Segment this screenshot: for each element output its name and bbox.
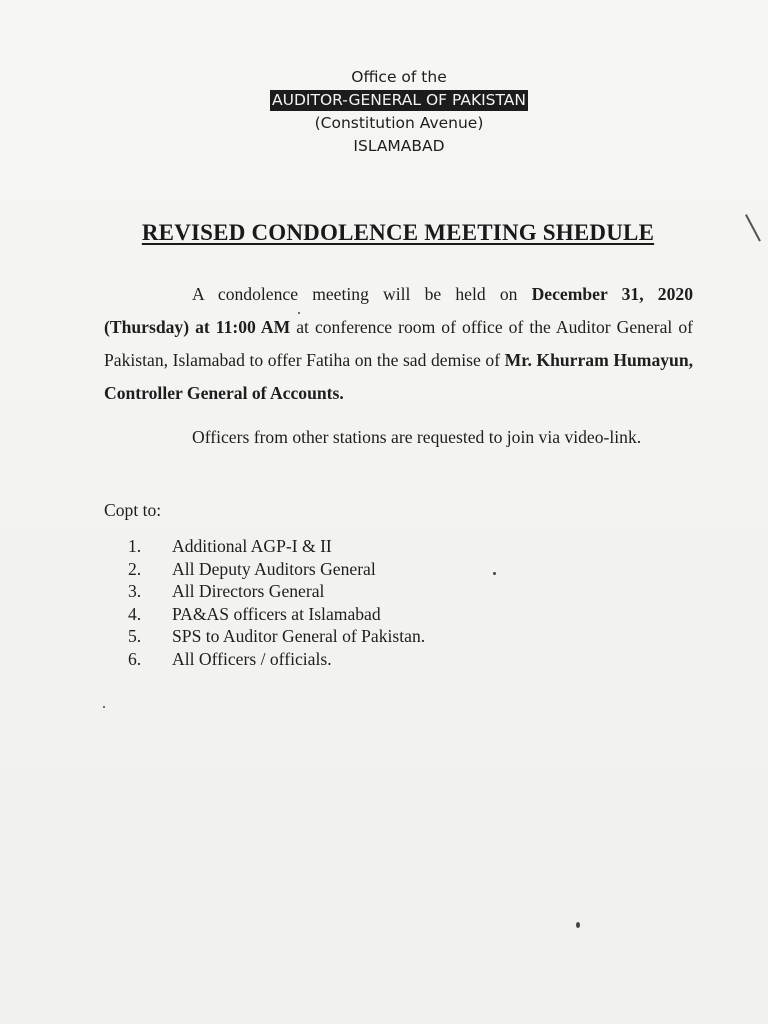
letterhead-city: ISLAMABAD (353, 137, 445, 155)
meeting-date: December 31, 2020 (531, 284, 693, 304)
scan-speck (493, 572, 496, 575)
video-link-paragraph (104, 421, 693, 454)
list-item: 5. SPS to Auditor General of Pakistan. (128, 626, 426, 646)
scan-speck (103, 706, 105, 708)
letterhead (0, 66, 768, 158)
meeting-day-time: (Thursday) at 11:00 AM (104, 317, 291, 337)
scan-speck (576, 922, 580, 928)
video-link-text: Officers from other stations are requested to join via video-link. (192, 427, 642, 447)
letterhead-organization: AUDITOR-GENERAL OF PAKISTAN (272, 91, 526, 109)
copy-list (128, 535, 425, 670)
list-item: 1. Additional AGP-I & II (128, 536, 332, 556)
copy-to-label: Copt to: (104, 500, 162, 520)
list-item: 6. All Officers / officials. (128, 648, 332, 669)
meeting-paragraph (104, 278, 693, 410)
letterhead-office: Office of the (351, 68, 447, 86)
meeting-text-body: at conference room of office of the Auditor General of Pakistan, Islamabad to offer Fatiha on the sad demise of (104, 317, 694, 370)
list-item: 3. All Directors General (128, 581, 325, 601)
scan-speck (298, 312, 300, 314)
meeting-text-intro: A condolence meeting will be held on (192, 284, 532, 304)
list-item: 2. All Deputy Auditors General (128, 558, 376, 579)
document-title: REVISED CONDOLENCE MEETING SHEDULE (141, 220, 655, 245)
deceased-name: Mr. Khurram Humayun, Controller General of Accounts. (104, 350, 694, 403)
letterhead-address: (Constitution Avenue) (314, 114, 484, 132)
list-item: 4. PA&AS officers at Islamabad (128, 603, 381, 624)
